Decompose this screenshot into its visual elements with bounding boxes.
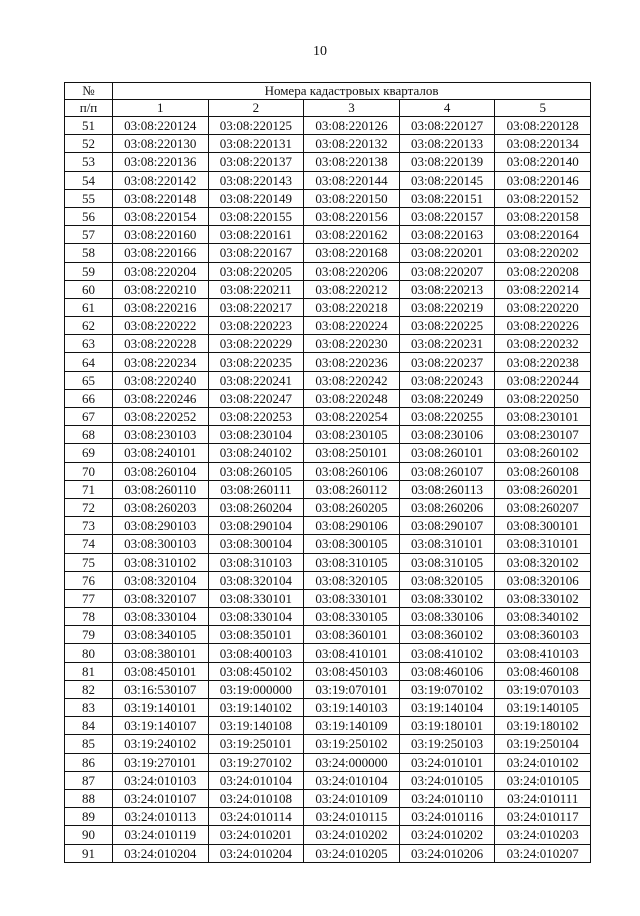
row-number: 80 [65, 644, 113, 662]
page-number: 10 [313, 44, 327, 59]
table-row [65, 517, 591, 535]
cadastral-quarter-cell: 03:24:010101 [399, 753, 495, 771]
cadastral-quarter-cell: 03:08:220126 [304, 117, 400, 135]
row-number: 66 [65, 389, 113, 407]
row-number: 70 [65, 462, 113, 480]
cadastral-quarter-cell: 03:24:010206 [399, 844, 495, 862]
cadastral-quarter-cell: 03:08:260108 [495, 462, 591, 480]
cadastral-quarter-cell: 03:24:010113 [113, 808, 209, 826]
group-header: Номера кадастровых кварталов [113, 83, 591, 100]
table-row [65, 371, 591, 389]
cadastral-quarter-cell: 03:08:220164 [495, 226, 591, 244]
table-row [65, 644, 591, 662]
cadastral-quarter-cell: 03:08:220145 [399, 171, 495, 189]
cadastral-quarter-cell: 03:08:220248 [304, 389, 400, 407]
cadastral-quarter-cell: 03:08:300101 [495, 517, 591, 535]
cadastral-quarter-cell: 03:08:220214 [495, 280, 591, 298]
cadastral-quarter-cell: 03:08:220211 [208, 280, 304, 298]
table-row [65, 226, 591, 244]
table-row [65, 244, 591, 262]
cadastral-quarter-cell: 03:19:250103 [399, 735, 495, 753]
column-header-3: 3 [304, 100, 400, 117]
table-row [65, 535, 591, 553]
cadastral-quarter-cell: 03:24:010109 [304, 789, 400, 807]
cadastral-quarter-cell: 03:08:340102 [495, 608, 591, 626]
row-number: 69 [65, 444, 113, 462]
cadastral-quarter-cell: 03:08:220124 [113, 117, 209, 135]
table-row [65, 498, 591, 516]
cadastral-quarter-cell: 03:24:010207 [495, 844, 591, 862]
cadastral-quarter-cell: 03:08:220208 [495, 262, 591, 280]
table-row [65, 444, 591, 462]
table-row [65, 389, 591, 407]
table-row [65, 426, 591, 444]
cadastral-quarter-cell: 03:08:220230 [304, 335, 400, 353]
cadastral-quarter-cell: 03:16:530107 [113, 680, 209, 698]
row-number: 91 [65, 844, 113, 862]
cadastral-quarter-cell: 03:08:260206 [399, 498, 495, 516]
row-number: 87 [65, 771, 113, 789]
cadastral-quarter-cell: 03:19:140105 [495, 699, 591, 717]
table-row [65, 735, 591, 753]
cadastral-quarter-cell: 03:08:290104 [208, 517, 304, 535]
cadastral-quarter-cell: 03:19:270101 [113, 753, 209, 771]
row-number: 73 [65, 517, 113, 535]
cadastral-quarter-cell: 03:08:220131 [208, 135, 304, 153]
table-row [65, 189, 591, 207]
cadastral-quarter-cell: 03:08:220255 [399, 408, 495, 426]
row-number: 77 [65, 589, 113, 607]
cadastral-quarter-cell: 03:08:260111 [208, 480, 304, 498]
cadastral-quarter-cell: 03:08:260207 [495, 498, 591, 516]
num-header-bottom: п/п [65, 100, 113, 117]
row-number: 75 [65, 553, 113, 571]
cadastral-quarter-cell: 03:24:010115 [304, 808, 400, 826]
table-row [65, 753, 591, 771]
row-number: 68 [65, 426, 113, 444]
cadastral-quarter-cell: 03:08:320106 [495, 571, 591, 589]
cadastral-quarter-cell: 03:08:220156 [304, 207, 400, 225]
cadastral-quarter-cell: 03:24:010104 [304, 771, 400, 789]
cadastral-quarter-cell: 03:08:330106 [399, 608, 495, 626]
cadastral-quarter-cell: 03:08:220138 [304, 153, 400, 171]
cadastral-quarter-cell: 03:08:220160 [113, 226, 209, 244]
cadastral-quarter-cell: 03:19:070102 [399, 680, 495, 698]
cadastral-quarter-cell: 03:08:220146 [495, 171, 591, 189]
row-number: 65 [65, 371, 113, 389]
cadastral-quarter-cell: 03:08:230103 [113, 426, 209, 444]
cadastral-quarter-cell: 03:08:220144 [304, 171, 400, 189]
cadastral-quarter-cell: 03:08:220142 [113, 171, 209, 189]
cadastral-quarter-cell: 03:24:010117 [495, 808, 591, 826]
cadastral-quarter-cell: 03:08:220232 [495, 335, 591, 353]
cadastral-quarter-cell: 03:19:140101 [113, 699, 209, 717]
column-header-5: 5 [495, 100, 591, 117]
cadastral-quarter-cell: 03:08:250101 [304, 444, 400, 462]
cadastral-quarter-cell: 03:08:220213 [399, 280, 495, 298]
cadastral-quarter-cell: 03:08:360101 [304, 626, 400, 644]
table-row [65, 317, 591, 335]
cadastral-quarter-cell: 03:08:230104 [208, 426, 304, 444]
cadastral-quarter-cell: 03:24:010102 [495, 753, 591, 771]
cadastral-quarter-cell: 03:08:220228 [113, 335, 209, 353]
cadastral-quarter-cell: 03:08:410101 [304, 644, 400, 662]
cadastral-quarter-cell: 03:19:250101 [208, 735, 304, 753]
cadastral-quarter-cell: 03:08:220246 [113, 389, 209, 407]
cadastral-quarter-cell: 03:08:380101 [113, 644, 209, 662]
cadastral-quarter-cell: 03:08:360102 [399, 626, 495, 644]
cadastral-quarter-cell: 03:08:450103 [304, 662, 400, 680]
row-number: 74 [65, 535, 113, 553]
table-row [65, 153, 591, 171]
num-header-top: № [65, 83, 113, 100]
cadastral-quarter-cell: 03:08:330101 [304, 589, 400, 607]
table-row [65, 717, 591, 735]
cadastral-quarter-cell: 03:24:010202 [304, 826, 400, 844]
table-row [65, 171, 591, 189]
cadastral-quarter-cell: 03:08:340105 [113, 626, 209, 644]
cadastral-quarter-cell: 03:19:140109 [304, 717, 400, 735]
cadastral-quarter-cell: 03:08:220130 [113, 135, 209, 153]
cadastral-quarter-cell: 03:08:260105 [208, 462, 304, 480]
cadastral-quarter-cell: 03:08:330104 [208, 608, 304, 626]
row-number: 64 [65, 353, 113, 371]
cadastral-quarter-cell: 03:08:220167 [208, 244, 304, 262]
cadastral-quarter-cell: 03:08:220252 [113, 408, 209, 426]
cadastral-quarter-cell: 03:08:220158 [495, 207, 591, 225]
cadastral-quarter-cell: 03:08:260104 [113, 462, 209, 480]
row-number: 62 [65, 317, 113, 335]
cadastral-quarter-cell: 03:08:310103 [208, 553, 304, 571]
row-number: 52 [65, 135, 113, 153]
cadastral-quarter-cell: 03:08:220212 [304, 280, 400, 298]
table-row [65, 571, 591, 589]
cadastral-quarter-cell: 03:19:180102 [495, 717, 591, 735]
row-number: 78 [65, 608, 113, 626]
table-row [65, 117, 591, 135]
cadastral-quarter-cell: 03:08:220139 [399, 153, 495, 171]
cadastral-quarter-cell: 03:08:220226 [495, 317, 591, 335]
cadastral-quarter-cell: 03:08:450101 [113, 662, 209, 680]
row-number: 83 [65, 699, 113, 717]
cadastral-quarter-cell: 03:08:220236 [304, 353, 400, 371]
cadastral-quarter-cell: 03:08:260101 [399, 444, 495, 462]
cadastral-quarter-cell: 03:24:010110 [399, 789, 495, 807]
cadastral-quarter-cell: 03:08:220154 [113, 207, 209, 225]
table-row [65, 462, 591, 480]
cadastral-quarter-cell: 03:24:010107 [113, 789, 209, 807]
cadastral-quarter-cell: 03:08:260203 [113, 498, 209, 516]
cadastral-quarter-cell: 03:08:460108 [495, 662, 591, 680]
cadastral-quarter-cell: 03:19:140103 [304, 699, 400, 717]
cadastral-quarter-cell: 03:08:220137 [208, 153, 304, 171]
cadastral-quarter-cell: 03:08:220250 [495, 389, 591, 407]
cadastral-quarter-cell: 03:08:260102 [495, 444, 591, 462]
cadastral-quarter-cell: 03:08:220128 [495, 117, 591, 135]
cadastral-quarter-cell: 03:08:220202 [495, 244, 591, 262]
cadastral-quarter-cell: 03:08:220210 [113, 280, 209, 298]
cadastral-quarter-cell: 03:08:220149 [208, 189, 304, 207]
cadastral-quarter-cell: 03:08:310101 [495, 535, 591, 553]
cadastral-quarter-cell: 03:19:180101 [399, 717, 495, 735]
cadastral-quarter-cell: 03:08:220132 [304, 135, 400, 153]
cadastral-quarter-cell: 03:19:070101 [304, 680, 400, 698]
table-row [65, 808, 591, 826]
cadastral-quarter-cell: 03:08:290107 [399, 517, 495, 535]
row-number: 55 [65, 189, 113, 207]
cadastral-quarter-cell: 03:08:220241 [208, 371, 304, 389]
cadastral-quarter-cell: 03:24:010111 [495, 789, 591, 807]
cadastral-quarter-cell: 03:08:220242 [304, 371, 400, 389]
table-row [65, 207, 591, 225]
cadastral-quarter-cell: 03:08:260113 [399, 480, 495, 498]
cadastral-quarter-cell: 03:08:220240 [113, 371, 209, 389]
cadastral-quarter-cell: 03:24:010116 [399, 808, 495, 826]
cadastral-quarter-cell: 03:19:140107 [113, 717, 209, 735]
row-number: 63 [65, 335, 113, 353]
table-row [65, 662, 591, 680]
cadastral-quarter-cell: 03:08:220140 [495, 153, 591, 171]
row-number: 90 [65, 826, 113, 844]
cadastral-quarter-cell: 03:08:220223 [208, 317, 304, 335]
table-row [65, 280, 591, 298]
cadastral-quarter-cell: 03:08:310102 [113, 553, 209, 571]
cadastral-quarter-cell: 03:24:010203 [495, 826, 591, 844]
row-number: 61 [65, 298, 113, 316]
cadastral-quarter-cell: 03:08:320105 [399, 571, 495, 589]
cadastral-quarter-cell: 03:08:330102 [399, 589, 495, 607]
row-number: 79 [65, 626, 113, 644]
cadastral-quarter-cell: 03:08:330102 [495, 589, 591, 607]
cadastral-quarter-cell: 03:08:220219 [399, 298, 495, 316]
column-header-1: 1 [113, 100, 209, 117]
table-row [65, 480, 591, 498]
table-row [65, 262, 591, 280]
cadastral-quarter-cell: 03:08:230106 [399, 426, 495, 444]
cadastral-quarter-cell: 03:08:240101 [113, 444, 209, 462]
cadastral-quarter-cell: 03:08:220204 [113, 262, 209, 280]
table-row [65, 680, 591, 698]
cadastral-quarter-cell: 03:08:230105 [304, 426, 400, 444]
row-number: 57 [65, 226, 113, 244]
cadastral-quarter-cell: 03:08:320107 [113, 589, 209, 607]
row-number: 86 [65, 753, 113, 771]
table-row [65, 589, 591, 607]
cadastral-quarter-cell: 03:08:330105 [304, 608, 400, 626]
cadastral-quarter-cell: 03:08:220216 [113, 298, 209, 316]
table-row [65, 135, 591, 153]
cadastral-quarter-cell: 03:08:260107 [399, 462, 495, 480]
cadastral-quarter-cell: 03:24:010108 [208, 789, 304, 807]
cadastral-quarter-cell: 03:08:220148 [113, 189, 209, 207]
cadastral-quarter-cell: 03:08:220225 [399, 317, 495, 335]
row-number: 54 [65, 171, 113, 189]
cadastral-quarter-cell: 03:08:410102 [399, 644, 495, 662]
cadastral-quarter-cell: 03:08:220127 [399, 117, 495, 135]
cadastral-quarter-cell: 03:24:010201 [208, 826, 304, 844]
cadastral-quarter-cell: 03:08:220244 [495, 371, 591, 389]
cadastral-quarter-cell: 03:08:220217 [208, 298, 304, 316]
cadastral-quarter-cell: 03:08:350101 [208, 626, 304, 644]
row-number: 88 [65, 789, 113, 807]
cadastral-quarter-cell: 03:08:300105 [304, 535, 400, 553]
cadastral-quarter-cell: 03:08:220220 [495, 298, 591, 316]
row-number: 82 [65, 680, 113, 698]
column-header-2: 2 [208, 100, 304, 117]
cadastral-quarter-cell: 03:19:140104 [399, 699, 495, 717]
cadastral-quarter-cell: 03:08:230107 [495, 426, 591, 444]
cadastral-quarter-cell: 03:19:250104 [495, 735, 591, 753]
cadastral-quarter-cell: 03:24:010119 [113, 826, 209, 844]
cadastral-quarter-cell: 03:08:220201 [399, 244, 495, 262]
row-number: 84 [65, 717, 113, 735]
cadastral-quarter-cell: 03:08:220143 [208, 171, 304, 189]
row-number: 71 [65, 480, 113, 498]
table-row [65, 826, 591, 844]
table-header [65, 83, 591, 117]
cadastral-quarter-cell: 03:08:400103 [208, 644, 304, 662]
cadastral-quarter-cell: 03:08:260201 [495, 480, 591, 498]
cadastral-quarter-cell: 03:08:220168 [304, 244, 400, 262]
cadastral-quarter-cell: 03:19:270102 [208, 753, 304, 771]
cadastral-quarter-cell: 03:08:220238 [495, 353, 591, 371]
cadastral-quarter-cell: 03:19:140102 [208, 699, 304, 717]
cadastral-quarter-cell: 03:08:220222 [113, 317, 209, 335]
cadastral-quarter-cell: 03:08:220229 [208, 335, 304, 353]
cadastral-quarter-cell: 03:08:310105 [399, 553, 495, 571]
cadastral-quarter-cell: 03:08:220163 [399, 226, 495, 244]
cadastral-quarter-cell: 03:08:310101 [399, 535, 495, 553]
cadastral-quarter-cell: 03:08:220205 [208, 262, 304, 280]
cadastral-quarter-cell: 03:08:220166 [113, 244, 209, 262]
cadastral-quarter-cell: 03:08:260106 [304, 462, 400, 480]
cadastral-quarter-cell: 03:08:220151 [399, 189, 495, 207]
row-number: 56 [65, 207, 113, 225]
table-row [65, 408, 591, 426]
row-number: 72 [65, 498, 113, 516]
cadastral-quarter-cell: 03:24:010204 [113, 844, 209, 862]
cadastral-quarter-cell: 03:08:310105 [304, 553, 400, 571]
cadastral-quarter-cell: 03:08:220206 [304, 262, 400, 280]
cadastral-quarter-cell: 03:08:220136 [113, 153, 209, 171]
cadastral-quarter-cell: 03:24:010104 [208, 771, 304, 789]
cadastral-quarter-cell: 03:08:220125 [208, 117, 304, 135]
cadastral-quarter-cell: 03:08:220243 [399, 371, 495, 389]
row-number: 58 [65, 244, 113, 262]
table-row [65, 844, 591, 862]
cadastral-quarter-cell: 03:19:070103 [495, 680, 591, 698]
cadastral-quarter-cell: 03:08:220254 [304, 408, 400, 426]
cadastral-quarter-cell: 03:08:220234 [113, 353, 209, 371]
cadastral-quarter-cell: 03:24:010114 [208, 808, 304, 826]
cadastral-quarter-cell: 03:08:220134 [495, 135, 591, 153]
row-number: 89 [65, 808, 113, 826]
row-number: 85 [65, 735, 113, 753]
cadastral-quarter-cell: 03:19:000000 [208, 680, 304, 698]
cadastral-quarter-cell: 03:24:010202 [399, 826, 495, 844]
table-body [65, 117, 591, 863]
table-row [65, 699, 591, 717]
table-row [65, 771, 591, 789]
cadastral-quarter-cell: 03:08:290103 [113, 517, 209, 535]
table-row [65, 553, 591, 571]
cadastral-quarter-cell: 03:08:260205 [304, 498, 400, 516]
cadastral-quarters-table [64, 82, 591, 863]
cadastral-quarter-cell: 03:08:320105 [304, 571, 400, 589]
cadastral-quarter-cell: 03:19:250102 [304, 735, 400, 753]
cadastral-quarter-cell: 03:24:010105 [495, 771, 591, 789]
cadastral-quarter-cell: 03:24:010103 [113, 771, 209, 789]
cadastral-quarter-cell: 03:08:220157 [399, 207, 495, 225]
cadastral-quarter-cell: 03:08:220235 [208, 353, 304, 371]
cadastral-quarter-cell: 03:08:330104 [113, 608, 209, 626]
cadastral-quarter-cell: 03:08:300103 [113, 535, 209, 553]
cadastral-quarter-cell: 03:08:220249 [399, 389, 495, 407]
cadastral-quarter-cell: 03:24:010105 [399, 771, 495, 789]
table-row [65, 608, 591, 626]
row-number: 67 [65, 408, 113, 426]
table-row [65, 353, 591, 371]
cadastral-quarter-cell: 03:19:240102 [113, 735, 209, 753]
row-number: 53 [65, 153, 113, 171]
cadastral-quarter-cell: 03:08:260204 [208, 498, 304, 516]
cadastral-quarter-cell: 03:08:240102 [208, 444, 304, 462]
cadastral-quarter-cell: 03:24:010204 [208, 844, 304, 862]
cadastral-quarter-cell: 03:08:450102 [208, 662, 304, 680]
column-header-4: 4 [399, 100, 495, 117]
row-number: 60 [65, 280, 113, 298]
row-number: 51 [65, 117, 113, 135]
table-row [65, 335, 591, 353]
cadastral-quarter-cell: 03:08:220218 [304, 298, 400, 316]
cadastral-quarter-cell: 03:08:320102 [495, 553, 591, 571]
cadastral-quarter-cell: 03:08:260112 [304, 480, 400, 498]
cadastral-quarter-cell: 03:08:220162 [304, 226, 400, 244]
cadastral-quarter-cell: 03:08:220247 [208, 389, 304, 407]
cadastral-quarter-cell: 03:24:000000 [304, 753, 400, 771]
cadastral-quarter-cell: 03:08:330101 [208, 589, 304, 607]
cadastral-quarter-cell: 03:08:290106 [304, 517, 400, 535]
cadastral-quarter-cell: 03:08:300104 [208, 535, 304, 553]
cadastral-quarter-cell: 03:08:220150 [304, 189, 400, 207]
table-row [65, 298, 591, 316]
cadastral-quarter-cell: 03:24:010205 [304, 844, 400, 862]
table-row [65, 789, 591, 807]
cadastral-quarter-cell: 03:08:230101 [495, 408, 591, 426]
cadastral-quarter-cell: 03:08:220152 [495, 189, 591, 207]
cadastral-quarter-cell: 03:08:220155 [208, 207, 304, 225]
row-number: 76 [65, 571, 113, 589]
cadastral-quarter-cell: 03:08:360103 [495, 626, 591, 644]
cadastral-quarter-cell: 03:08:220133 [399, 135, 495, 153]
row-number: 59 [65, 262, 113, 280]
row-number: 81 [65, 662, 113, 680]
cadastral-quarter-cell: 03:08:220224 [304, 317, 400, 335]
table-row [65, 626, 591, 644]
cadastral-quarter-cell: 03:08:320104 [113, 571, 209, 589]
cadastral-quarter-cell: 03:08:320104 [208, 571, 304, 589]
cadastral-quarter-cell: 03:08:220207 [399, 262, 495, 280]
cadastral-quarter-cell: 03:08:220253 [208, 408, 304, 426]
cadastral-quarter-cell: 03:08:460106 [399, 662, 495, 680]
cadastral-quarter-cell: 03:08:220161 [208, 226, 304, 244]
cadastral-quarter-cell: 03:08:220231 [399, 335, 495, 353]
cadastral-quarter-cell: 03:19:140108 [208, 717, 304, 735]
cadastral-quarter-cell: 03:08:260110 [113, 480, 209, 498]
cadastral-quarter-cell: 03:08:220237 [399, 353, 495, 371]
cadastral-quarter-cell: 03:08:410103 [495, 644, 591, 662]
